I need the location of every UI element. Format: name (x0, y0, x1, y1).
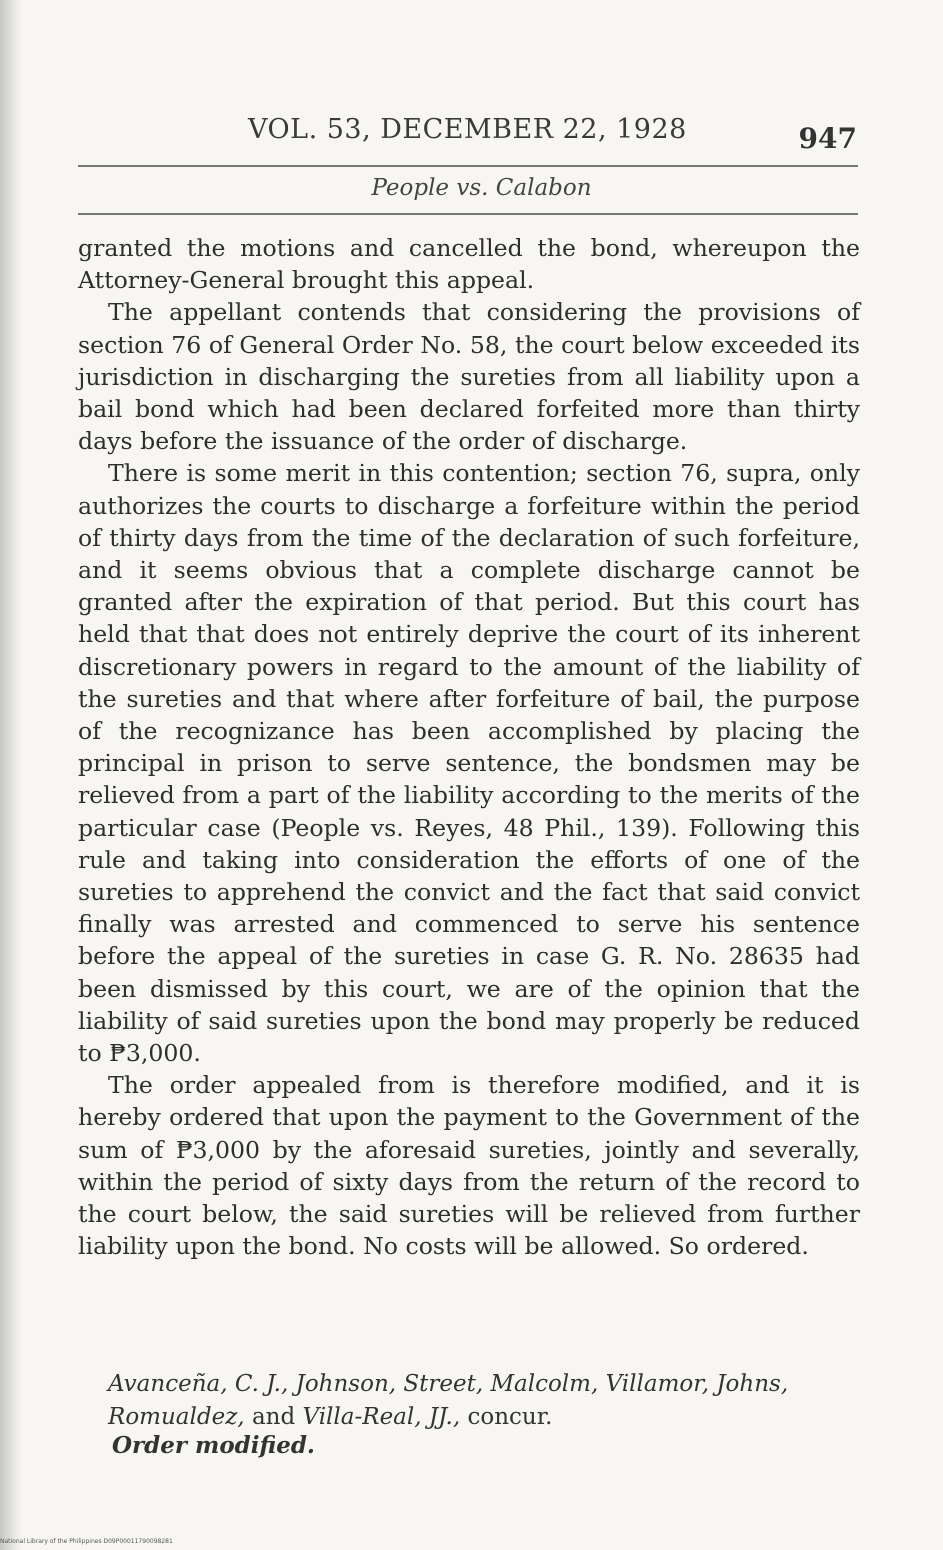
paragraph-court-reasoning: There is some merit in this contention; section 76, supra, only authorizes the courts to discharge a forfeiture within the period of thirty days from the time of the declaration of such forfeiture, and it seems obvious that a complete discharge cannot be granted after the expiration of that period. But this court has held that that does not entirely deprive the court of its inherent discretionary powers in regard to the amount of the liability of the sureties and that where after forfeiture of bail, the purpose of the recognizance has been accomplished by placing the principal in prison to serve sentence, the bondsmen may be relieved from a part of the liability according to the merits of the particular case (People vs. Reyes, 48 Phil., 139). Following this rule and taking into consideration the efforts of one of the sureties to apprehend the convict and the fact that said convict finally was arrested and commenced to serve his sentence before the appeal of the sureties in case G. R. No. 28635 had been dismissed by this court, we are of the opinion that the liability of said sureties upon the bond may properly be reduced to ₱3,000. (78, 459, 860, 1068)
paragraph-order: The order appealed from is therefore modified, and it is hereby ordered that upon the payment to the Government of the sum of ₱3,000 by the aforesaid sureties, jointly and severally, within the period of sixty days from the return of the record to the court below, the said sureties will be relieved from further liability upon the bond. No costs will be allowed. So ordered. (78, 1071, 860, 1261)
scan-footer: National Library of the Philippines D09P00011790098281 (0, 1538, 173, 1545)
concurrence-and: and (251, 1404, 296, 1430)
concurring-last-justice: Villa-Real, JJ., (302, 1404, 461, 1430)
page-scan-edge (0, 0, 22, 1550)
opinion-body (78, 232, 860, 1263)
paragraph-continuation: granted the motions and cancelled the bond, whereupon the Attorney-General brought this appeal. (78, 234, 860, 295)
disposition: Order modified. (112, 1432, 315, 1459)
concurrence (108, 1368, 860, 1434)
concurring-justices: Avanceña, C. J., Johnson, Street, Malcolm, Villamor, Johns, Romualdez, (108, 1371, 789, 1430)
running-head: VOL. 53, DECEMBER 22, 1928 (248, 114, 687, 145)
paragraph-appellant-contention: The appellant contends that considering the provisions of section 76 of General Order No. 58, the court below exceeded its jurisdiction in discharging the sureties from all liability upon a bail bond which had been declared forfeited more than thirty days before the issuance of the order of discharge. (78, 298, 860, 456)
case-title: People vs. Calabon (371, 175, 592, 201)
header-rule-bottom (78, 213, 858, 215)
header-rule-top (78, 165, 858, 167)
concurrence-verb: concur. (467, 1404, 553, 1430)
page-number: 947 (798, 122, 857, 155)
